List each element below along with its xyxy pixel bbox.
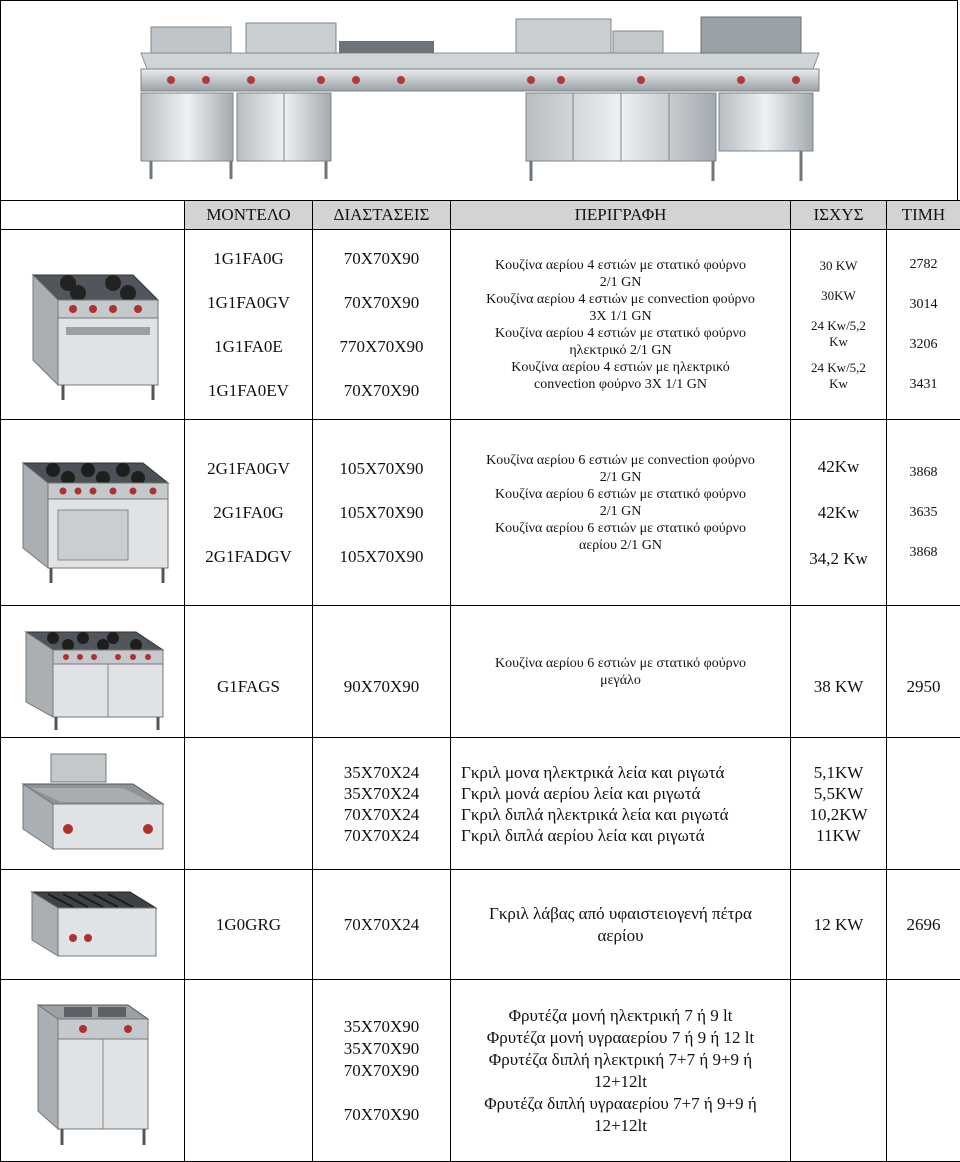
- dimensions-list: [313, 635, 450, 709]
- dimension-value: 70X70X90: [344, 369, 420, 413]
- dimension-value: 70X70X90: [344, 281, 420, 325]
- dimension-value: 70X70X24: [344, 825, 420, 846]
- description-line: Κουζίνα αερίου 6 εστιών με στατικό φούρνο: [495, 655, 746, 672]
- power-list: [791, 762, 886, 846]
- description-list: [451, 1005, 790, 1137]
- dimension-value: 35X70X90: [344, 1038, 420, 1060]
- price-list: [887, 453, 960, 573]
- dimension-value: 70X70X24: [344, 804, 420, 825]
- price-value: 3206: [910, 325, 938, 365]
- empty-model-cell: [185, 738, 313, 870]
- model-code: 2G1FADGV: [205, 535, 292, 579]
- power-header: ΙΣΧΥΣ: [791, 201, 887, 230]
- range-6-burner-convection-photo: [1, 420, 185, 606]
- price-value: 2782: [910, 245, 938, 285]
- description-line: Κουζίνα αερίου 6 εστιών με στατικό φούρνο: [495, 520, 746, 537]
- dimension-value: 35X70X24: [344, 762, 420, 783]
- dimension-value: 70X70X90: [344, 1060, 420, 1082]
- price-value: 3868: [910, 453, 938, 493]
- dimension-value: 770X70X90: [339, 325, 423, 369]
- description-list: [451, 903, 790, 947]
- model-code: G1FAGS: [217, 665, 280, 709]
- dimension-value: 35X70X24: [344, 783, 420, 804]
- description-line: Φρυτέζα μονή υγρααερίου 7 ή 9 ή 12 lt: [487, 1027, 754, 1049]
- description-line: Φρυτέζα διπλή ηλεκτρική 7+7 ή 9+9 ή: [489, 1049, 752, 1071]
- empty-price-cell: [887, 980, 960, 1162]
- price-value: 3868: [910, 533, 938, 573]
- price-list: [887, 245, 960, 405]
- price-list: [887, 915, 960, 935]
- power-list: [791, 915, 886, 935]
- power-value: 24 Kw/5,2: [811, 360, 866, 376]
- price-list: [887, 647, 960, 697]
- description-line: convection φούρνο 3X 1/1 GN: [534, 376, 707, 393]
- model-header: ΜΟΝΤΕΛΟ: [185, 201, 313, 230]
- description-line: μεγάλο: [600, 672, 641, 689]
- description-line: Γκριλ μονά αερίου λεία και ριγωτά: [461, 783, 700, 804]
- description-list: [451, 452, 790, 554]
- description-line: Φρυτέζα μονή ηλεκτρική 7 ή 9 lt: [509, 1005, 733, 1027]
- description-line: 3X 1/1 GN: [589, 308, 651, 325]
- empty-model-cell: [185, 980, 313, 1162]
- description-line: 2/1 GN: [600, 503, 642, 520]
- description-line: αερίου: [597, 925, 643, 947]
- description-line: Κουζίνα αερίου 4 εστιών με ηλεκτρικό: [511, 359, 730, 376]
- power-value: 24 Kw/5,2: [811, 318, 866, 334]
- dimensions-list: [313, 447, 450, 579]
- dimensions-list: [313, 762, 450, 846]
- power-value: 30 KW: [820, 258, 858, 274]
- range-4-burner-photo: [1, 230, 185, 420]
- dimension-value: 35X70X90: [344, 1016, 420, 1038]
- description-line: Κουζίνα αερίου 4 εστιών με στατικό φούρνο: [495, 325, 746, 342]
- power-value: 42Kw: [818, 490, 860, 536]
- power-value: 5,1KW: [814, 762, 864, 783]
- table-row: [1, 870, 960, 980]
- kitchen-line-photo: [0, 0, 958, 200]
- dimension-value: 70X70X90: [344, 237, 420, 281]
- power-value: 34,2 Kw: [809, 536, 868, 582]
- range-6-burner-static-photo: [1, 606, 185, 738]
- table-row: [1, 738, 960, 870]
- price-value: 2950: [907, 677, 941, 697]
- model-code: 1G0GRG: [216, 915, 281, 935]
- dimension-value: 90X70X90: [344, 665, 420, 709]
- description-line: Κουζίνα αερίου 4 εστιών με στατικό φούρνο: [495, 257, 746, 274]
- description-list: [451, 762, 790, 846]
- empty-power-cell: [791, 980, 887, 1162]
- model-list: [185, 915, 312, 935]
- price-value: 3431: [910, 365, 938, 405]
- dimension-value: 70X70X90: [344, 1104, 420, 1126]
- header-row: [1, 201, 960, 230]
- dimensions-list: [313, 237, 450, 413]
- model-list: [185, 237, 312, 413]
- model-list: [185, 447, 312, 579]
- price-table: [0, 200, 960, 1162]
- table-row: [1, 980, 960, 1162]
- model-code: 1G1FA0E: [214, 325, 283, 369]
- dimensions-list: [313, 915, 450, 935]
- power-value: 42Kw: [818, 444, 860, 490]
- power-value: Kw: [829, 376, 848, 392]
- description-list: [451, 655, 790, 689]
- description-line: Γκριλ διπλά ηλεκτρικά λεία και ριγωτά: [461, 804, 729, 825]
- price-value: 2696: [907, 915, 941, 935]
- griddle-photo: [1, 738, 185, 870]
- description-line: Κουζίνα αερίου 6 εστιών με στατικό φούρνο: [495, 486, 746, 503]
- table-row: [1, 606, 960, 738]
- description-line: Φρυτέζα διπλή υγρααερίου 7+7 ή 9+9 ή: [484, 1093, 757, 1115]
- price-value: 3014: [910, 285, 938, 325]
- power-value: 5,5KW: [814, 783, 864, 804]
- description-line: 2/1 GN: [600, 469, 642, 486]
- description-line: 2/1 GN: [600, 274, 642, 291]
- table-row: [1, 230, 960, 420]
- power-list: [791, 444, 886, 582]
- price-value: 3635: [910, 493, 938, 533]
- description-header: ΠΕΡΙΓΡΑΦΗ: [451, 201, 791, 230]
- power-value: Kw: [829, 334, 848, 350]
- lava-grill-photo: [1, 870, 185, 980]
- model-code: 1G1FA0EV: [208, 369, 289, 413]
- model-code: 1G1FA0GV: [207, 281, 290, 325]
- model-list: [185, 635, 312, 709]
- description-line: ηλεκτρικό 2/1 GN: [569, 342, 671, 359]
- description-line: Γκριλ λάβας από υφαιστειογενή πέτρα: [489, 903, 752, 925]
- dimension-value: 70X70X24: [344, 915, 420, 935]
- power-value: 12 KW: [814, 915, 864, 935]
- dimension-value: 105X70X90: [339, 535, 423, 579]
- description-line: Γκριλ μονα ηλεκτρικά λεία και ριγωτά: [461, 762, 724, 783]
- description-line: αερίου 2/1 GN: [579, 537, 662, 554]
- price-header: ΤΙΜΗ: [887, 201, 960, 230]
- dimensions-list: [313, 1016, 450, 1126]
- description-line: Γκριλ διπλά αερίου λεία και ριγωτά: [461, 825, 705, 846]
- model-code: 2G1FA0GV: [207, 447, 290, 491]
- power-list: [791, 647, 886, 697]
- image-header-cell: [1, 201, 185, 230]
- power-value: 38 KW: [814, 677, 864, 697]
- description-list: [451, 257, 790, 393]
- power-value: 11KW: [816, 825, 861, 846]
- dimensions-header: ΔΙΑΣΤΑΣΕΙΣ: [313, 201, 451, 230]
- dimension-value: 105X70X90: [339, 491, 423, 535]
- dimension-value: 105X70X90: [339, 447, 423, 491]
- model-code: 2G1FA0G: [213, 491, 284, 535]
- model-code: 1G1FA0G: [213, 237, 284, 281]
- fryer-photo: [1, 980, 185, 1162]
- power-list: [791, 258, 886, 392]
- empty-price-cell: [887, 738, 960, 870]
- description-line: Κουζίνα αερίου 4 εστιών με convection φούρνο: [486, 291, 755, 308]
- power-value: 10,2KW: [809, 804, 867, 825]
- description-line: 12+12lt: [594, 1115, 647, 1137]
- description-line: Κουζίνα αερίου 6 εστιών με convection φούρνο: [486, 452, 755, 469]
- table-row: [1, 420, 960, 606]
- description-line: 12+12lt: [594, 1071, 647, 1093]
- power-value: 30KW: [821, 288, 856, 304]
